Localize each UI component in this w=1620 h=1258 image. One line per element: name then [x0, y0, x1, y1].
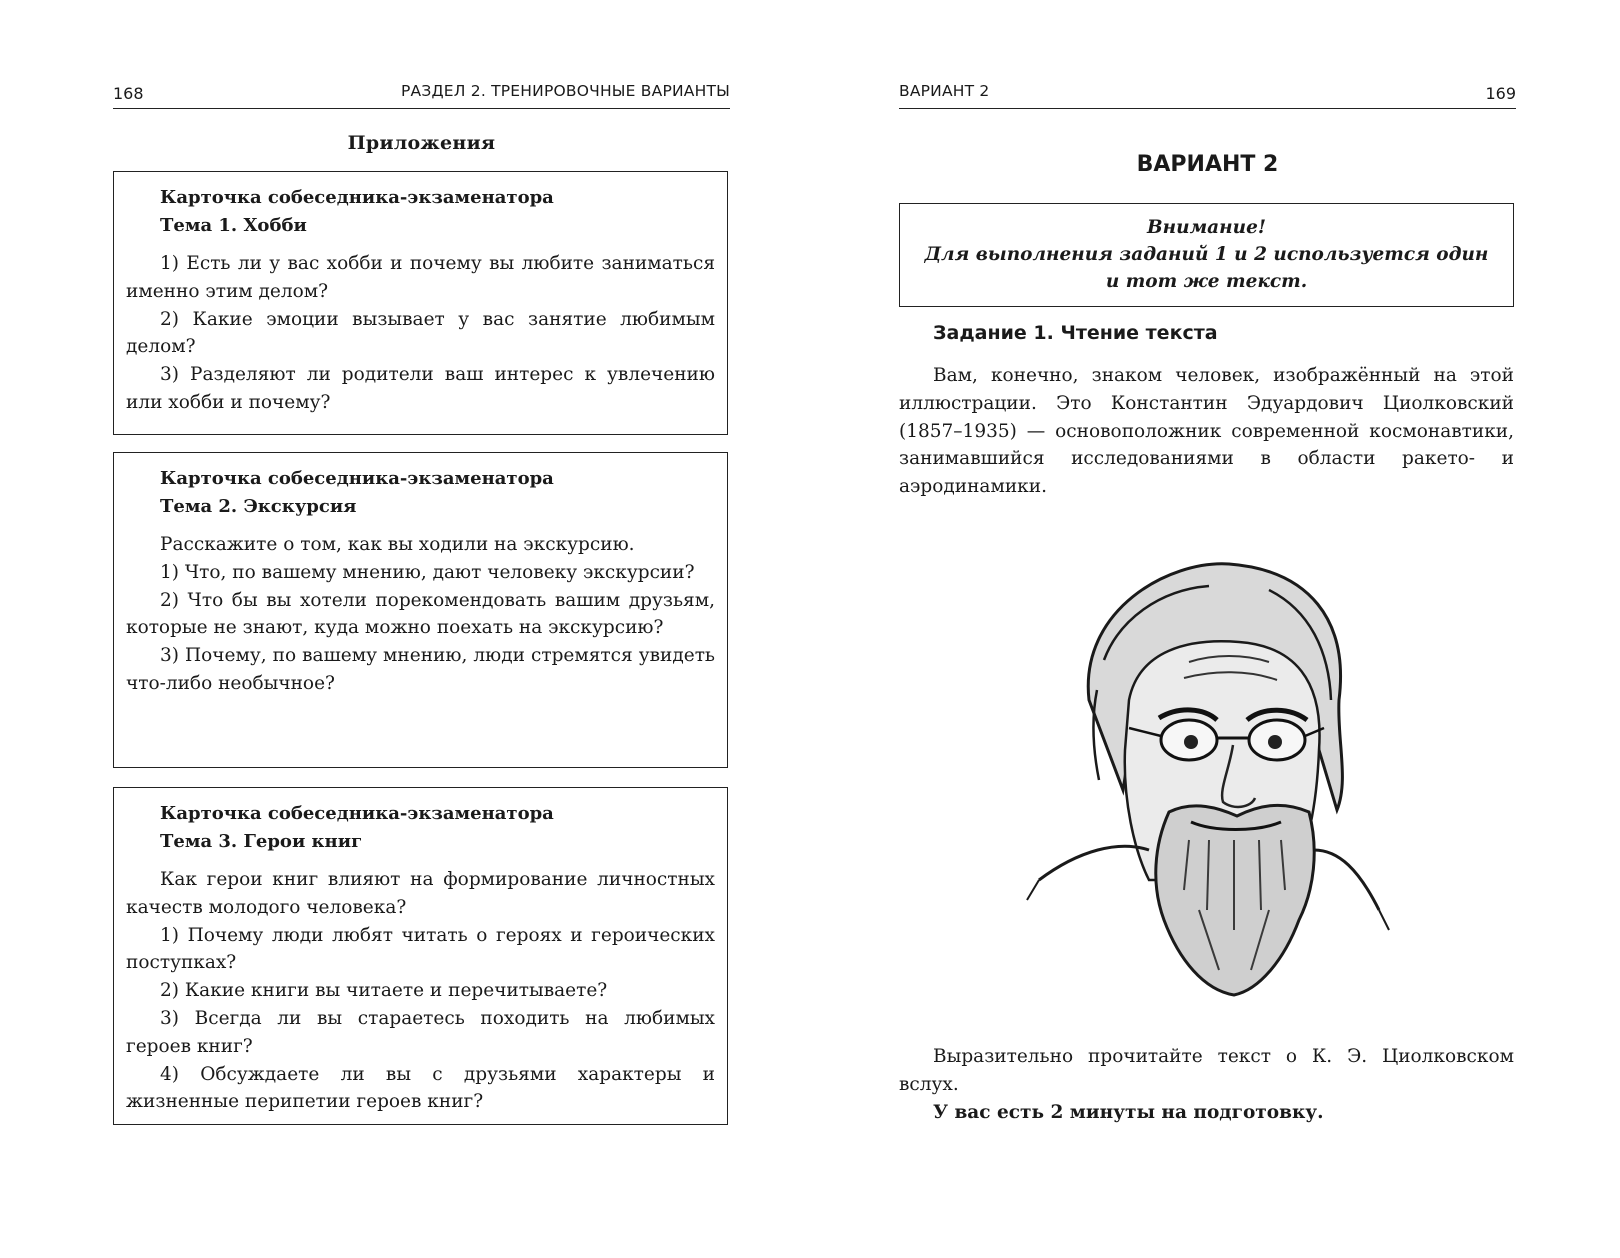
- card-title: Карточка собеседника-экзаменатора: [160, 468, 554, 489]
- running-title: ВАРИАНТ 2: [899, 82, 990, 100]
- task-heading: Задание 1. Чтение текста: [933, 322, 1218, 344]
- card-title: Карточка собеседника-экзаменатора: [160, 803, 554, 824]
- card-questions: [126, 531, 715, 698]
- portrait-illustration: [1019, 550, 1399, 1010]
- section-heading: Приложения: [347, 132, 496, 154]
- running-title: РАЗДЕЛ 2. ТРЕНИРОВОЧНЫЕ ВАРИАНТЫ: [401, 82, 730, 100]
- card-title: Карточка собеседника-экзаменатора: [160, 187, 554, 208]
- instruction-paragraph: [899, 1043, 1514, 1126]
- page-number: 169: [1485, 84, 1516, 103]
- variant-title: ВАРИАНТ 2: [1136, 152, 1279, 177]
- right-page: [899, 0, 1516, 1258]
- card-theme: Тема 2. Экскурсия: [160, 496, 357, 517]
- question-item: 2) Какие книги вы читаете и перечитываете?: [160, 980, 608, 1002]
- running-head: [113, 78, 730, 109]
- question-item: Как герои книг влияют на формирование личностных качеств молодого человека?: [126, 869, 715, 918]
- examiner-card: [113, 171, 728, 435]
- attention-box: [899, 203, 1514, 307]
- question-item: 3) Всегда ли вы стараетесь походить на любимых героев книг?: [126, 1007, 715, 1057]
- left-page: [113, 0, 730, 1258]
- question-item: 2) Какие эмоции вызывает у вас занятие любимым делом?: [126, 308, 715, 358]
- page-number: 168: [113, 84, 144, 103]
- card-theme: Тема 1. Хобби: [160, 215, 307, 236]
- question-item: 1) Что, по вашему мнению, дают человеку экскурсии?: [160, 561, 695, 583]
- intro-paragraph: [899, 362, 1514, 501]
- examiner-card: [113, 452, 728, 768]
- examiner-card: [113, 787, 728, 1125]
- question-item: 3) Почему, по вашему мнению, люди стремятся увидеть что-либо необычное?: [126, 645, 715, 694]
- card-theme: Тема 3. Герои книг: [160, 831, 363, 852]
- card-questions: [126, 866, 715, 1116]
- question-item: 2) Что бы вы хотели порекомендовать вашим друзьям, которые не знают, куда можно поехать на экскурсию?: [126, 589, 715, 639]
- attention-text: Для выполнения заданий 1 и 2 используется один: [924, 244, 1489, 265]
- question-item: 1) Есть ли у вас хобби и почему вы любите заниматься именно этим делом?: [126, 253, 715, 302]
- intro-text: Вам, конечно, знаком человек, изображённый на этой иллюстрации. Это Константин Эдуардович Циолковский (1857–1935) — основоположник современной космонавтики, занимавшийся исследованиями в области ракето- и аэродинамики.: [899, 365, 1514, 498]
- running-head: [899, 78, 1516, 109]
- question-item: Расскажите о том, как вы ходили на экскурсию.: [160, 534, 635, 555]
- question-item: 1) Почему люди любят читать о героях и героических поступках?: [126, 924, 715, 974]
- prep-time-text: У вас есть 2 минуты на подготовку.: [933, 1101, 1324, 1123]
- question-item: 3) Разделяют ли родители ваш интерес к увлечению или хобби и почему?: [126, 364, 715, 413]
- card-questions: [126, 250, 715, 417]
- question-item: 4) Обсуждаете ли вы с друзьями характеры и жизненные перипетии героев книг?: [126, 1063, 715, 1113]
- attention-label: Внимание!: [1147, 217, 1266, 238]
- attention-text: и тот же текст.: [1105, 271, 1308, 292]
- instruction-text: Выразительно прочитайте текст о К. Э. Циолковском вслух.: [899, 1046, 1514, 1095]
